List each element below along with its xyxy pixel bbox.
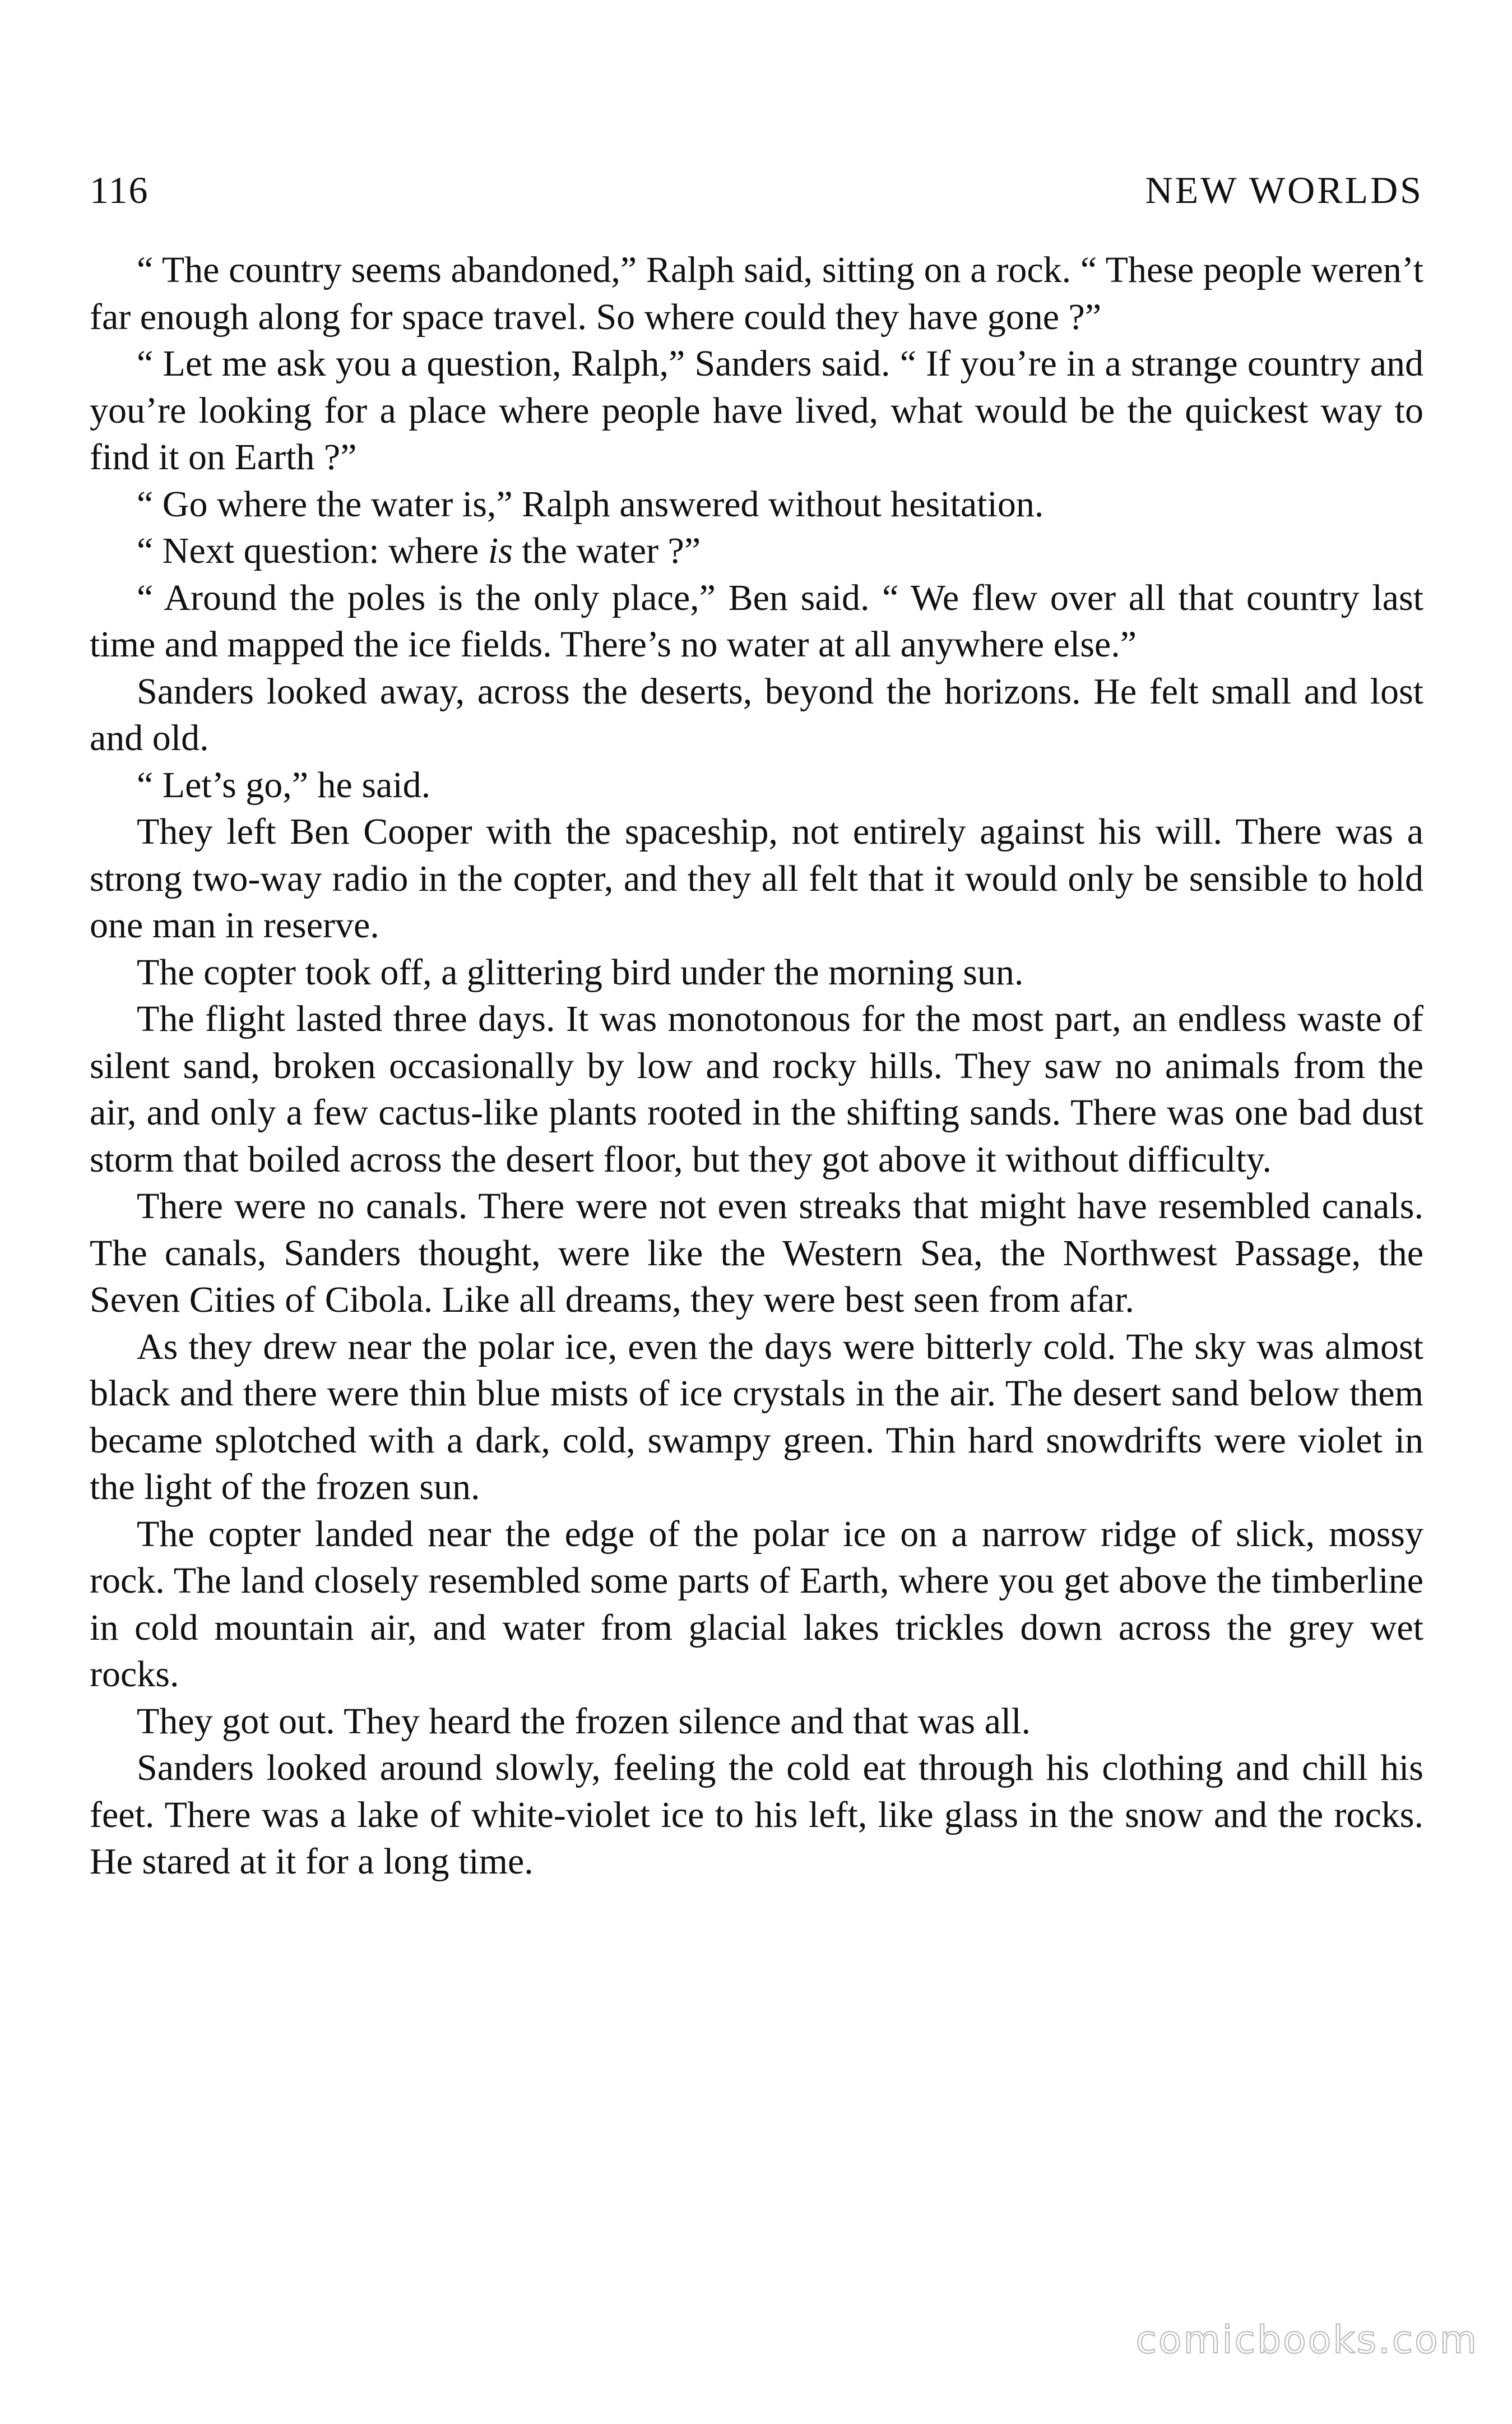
text-run: the water ?” <box>512 530 701 571</box>
emphasis: is <box>488 530 513 571</box>
paragraph: Sanders looked around slowly, feeling the cold eat through his clothing and chill his feet. There was a lake of white-violet ice to his left, like glass in the snow and the rocks. He stared at it for a long time. <box>90 1747 1423 1882</box>
paragraph: “ Let’s go,” he said. <box>137 764 431 806</box>
paragraph: “ Let me ask you a question, Ralph,” Sanders said. “ If you’re in a strange country and you’re looking for a place where people have lived, what would be the quickest way to find it on Earth ?” <box>90 343 1423 478</box>
paragraph: “ Around the poles is the only place,” Ben said. “ We flew over all that country last time and mapped the ice fields. There’s no water at all anywhere else.” <box>90 577 1423 665</box>
running-title: NEW WORLDS <box>1145 169 1423 211</box>
paragraph: There were no canals. There were not even streaks that might have resembled canals. The canals, Sanders thought, were like the Western Sea, the Northwest Passage, the Seven Cities of Cibola. Like all dreams, they were best seen from afar. <box>90 1186 1423 1320</box>
body-text <box>90 247 1423 1885</box>
text-run: “ Next question: where <box>137 530 488 571</box>
watermark: comicbooks.com <box>1135 2318 1478 2362</box>
paragraph: The flight lasted three days. It was monotonous for the most part, an endless waste of silent sand, broken occasionally by low and rocky hills. They saw no animals from the air, and only a few cactus-like plants rooted in the shifting sands. There was one bad dust storm that boiled across the desert floor, but they got above it without difficulty. <box>90 998 1423 1180</box>
book-page <box>90 168 1423 1885</box>
paragraph: As they drew near the polar ice, even the days were bitterly cold. The sky was almost black and there were thin blue mists of ice crystals in the air. The desert sand below them became splotched with a dark, cold, swampy green. Thin hard snowdrifts were violet in the light of the frozen sun. <box>90 1326 1423 1507</box>
paragraph: The copter took off, a glittering bird under the morning sun. <box>137 951 1024 993</box>
running-head <box>90 168 1423 247</box>
paragraph: The copter landed near the edge of the polar ice on a narrow ridge of slick, mossy rock. The land closely resembled some parts of Earth, where you get above the timberline in cold mountain air, and water from glacial lakes trickles down across the grey wet rocks. <box>90 1513 1423 1695</box>
paragraph: “ The country seems abandoned,” Ralph said, sitting on a rock. “ These people weren’t far enough along for space travel. So where could they have gone ?” <box>90 249 1423 337</box>
page-number: 116 <box>90 169 149 211</box>
paragraph <box>90 528 1423 575</box>
paragraph: Sanders looked away, across the deserts, beyond the horizons. He felt small and lost and old. <box>90 670 1423 758</box>
paragraph: They left Ben Cooper with the spaceship, not entirely against his will. There was a strong two-way radio in the copter, and they all felt that it would only be sensible to hold one man in reserve. <box>90 811 1423 946</box>
paragraph: “ Go where the water is,” Ralph answered without hesitation. <box>137 483 1044 525</box>
paragraph: They got out. They heard the frozen silence and that was all. <box>137 1700 1031 1742</box>
